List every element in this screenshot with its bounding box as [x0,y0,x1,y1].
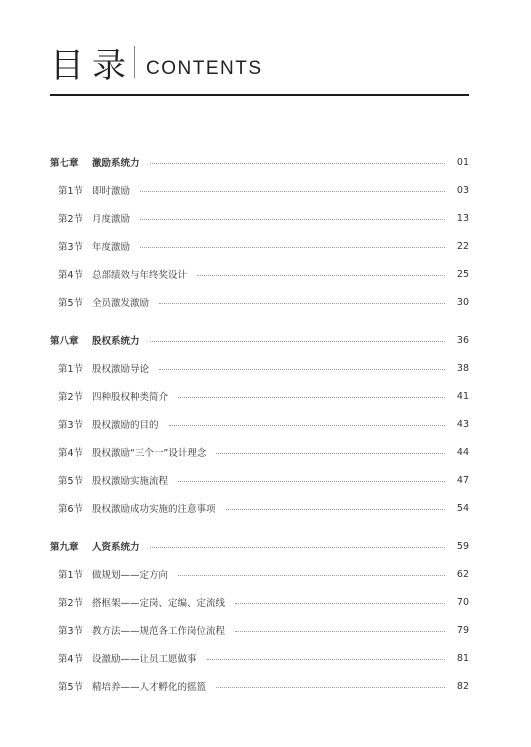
dot-leader [235,631,445,632]
toc-section-entry[interactable] [50,209,469,227]
toc-section-entry[interactable] [50,593,469,611]
toc-section-entry[interactable] [50,415,469,433]
toc-entry-number: 第3节 [58,242,84,253]
dot-leader [159,369,445,370]
toc-entry-title: 设激励——让员工愿做事 [92,654,197,665]
toc-section-entry[interactable] [50,265,469,283]
toc-entry-number: 第2节 [58,598,84,609]
toc-entry-page: 59 [456,540,469,552]
toc-entry-number: 第七章 [50,158,79,169]
toc-entry-page: 43 [456,418,469,430]
toc-entry-number: 第1节 [58,186,84,197]
dot-leader [235,603,445,604]
toc-section-entry[interactable] [50,443,469,461]
toc-section-entry[interactable] [50,565,469,583]
toc-entry-page: 79 [456,624,469,636]
toc-entry-title: 股权激励“三个一”设计理念 [92,448,207,459]
dot-leader [169,425,445,426]
dot-leader [226,509,445,510]
toc-section-entry[interactable] [50,181,469,199]
toc-entry-number: 第3节 [58,420,84,431]
toc-entry-title: 搭框架——定岗、定编、定流线 [92,598,226,609]
toc-entry-title: 股权激励的目的 [92,420,159,431]
toc-entry-title: 精培养——人才孵化的摇篮 [92,682,207,693]
toc-entry-number: 第4节 [58,448,84,459]
toc-entry-number: 第5节 [58,682,84,693]
toc-entry-page: 41 [456,390,469,402]
toc-entry-page: 62 [456,568,469,580]
dot-leader [216,687,445,688]
toc-entry-number: 第九章 [50,542,79,553]
toc-entry-title: 即时激励 [92,186,131,197]
toc-entry-title: 激励系统力 [92,158,140,169]
dot-leader [140,219,445,220]
toc-entry-page: 54 [456,502,469,514]
toc-entry-page: 30 [456,296,469,308]
dot-leader [216,453,445,454]
dot-leader [150,163,445,164]
dot-leader [159,303,445,304]
toc-entry-title: 股权激励成功实施的注意事项 [92,504,216,515]
toc-section-entry[interactable] [50,237,469,255]
toc-chapter-entry[interactable] [50,537,469,555]
toc-entry-number: 第2节 [58,214,84,225]
dot-leader [178,575,445,576]
toc-entry-title: 股权激励实施流程 [92,476,169,487]
toc-entry-page: 03 [456,184,469,196]
dot-leader [150,547,445,548]
toc-chapter-entry[interactable] [50,331,469,349]
toc-section-entry[interactable] [50,359,469,377]
toc-section-entry[interactable] [50,293,469,311]
toc-entry-number: 第4节 [58,270,84,281]
toc-section-entry[interactable] [50,387,469,405]
toc-entry-number: 第3节 [58,626,84,637]
toc-entry-page: 38 [456,362,469,374]
toc-entry-number: 第5节 [58,298,84,309]
toc-section-entry[interactable] [50,499,469,517]
toc-entry-title: 股权激励导论 [92,364,150,375]
dot-leader [197,275,445,276]
header-rule [50,94,469,96]
page-title: 目录 [50,46,134,86]
toc-entry-title: 总部绩效与年终奖设计 [92,270,188,281]
toc-entry-page: 25 [456,268,469,280]
toc-section-entry[interactable] [50,621,469,639]
toc-entry-page: 81 [456,652,469,664]
toc-entry-page: 82 [456,680,469,692]
dot-leader [140,247,445,248]
toc-entry-number: 第5节 [58,476,84,487]
dot-leader [178,397,445,398]
title-separator [134,46,135,78]
toc-entry-title: 人资系统力 [92,542,140,553]
toc-entry-number: 第6节 [58,504,84,515]
toc-entry-title: 股权系统力 [92,336,140,347]
toc-entry-title: 教方法——规范各工作岗位流程 [92,626,226,637]
toc-entry-page: 01 [456,156,469,168]
toc-entry-page: 36 [456,334,469,346]
toc-entry-page: 13 [456,212,469,224]
dot-leader [207,659,445,660]
toc-entry-title: 年度激励 [92,242,131,253]
toc-entry-title: 月度激励 [92,214,131,225]
toc-entry-number: 第4节 [58,654,84,665]
toc-entry-page: 47 [456,474,469,486]
toc-section-entry[interactable] [50,471,469,489]
toc-chapter-entry[interactable] [50,153,469,171]
toc-entry-number: 第1节 [58,570,84,581]
toc-section-entry[interactable] [50,649,469,667]
toc-entry-number: 第2节 [58,392,84,403]
page-subtitle: CONTENTS [146,58,263,79]
toc-entry-title: 做规划——定方向 [92,570,169,581]
toc-entry-title: 全员激发激励 [92,298,150,309]
dot-leader [140,191,445,192]
toc-entry-number: 第1节 [58,364,84,375]
toc-entry-page: 70 [456,596,469,608]
toc-section-entry[interactable] [50,677,469,695]
toc-entry-page: 22 [456,240,469,252]
toc-entry-title: 四种股权种类简介 [92,392,169,403]
toc-entry-number: 第八章 [50,336,79,347]
dot-leader [178,481,445,482]
dot-leader [150,341,445,342]
toc-entry-page: 44 [456,446,469,458]
toc-header [50,38,469,96]
